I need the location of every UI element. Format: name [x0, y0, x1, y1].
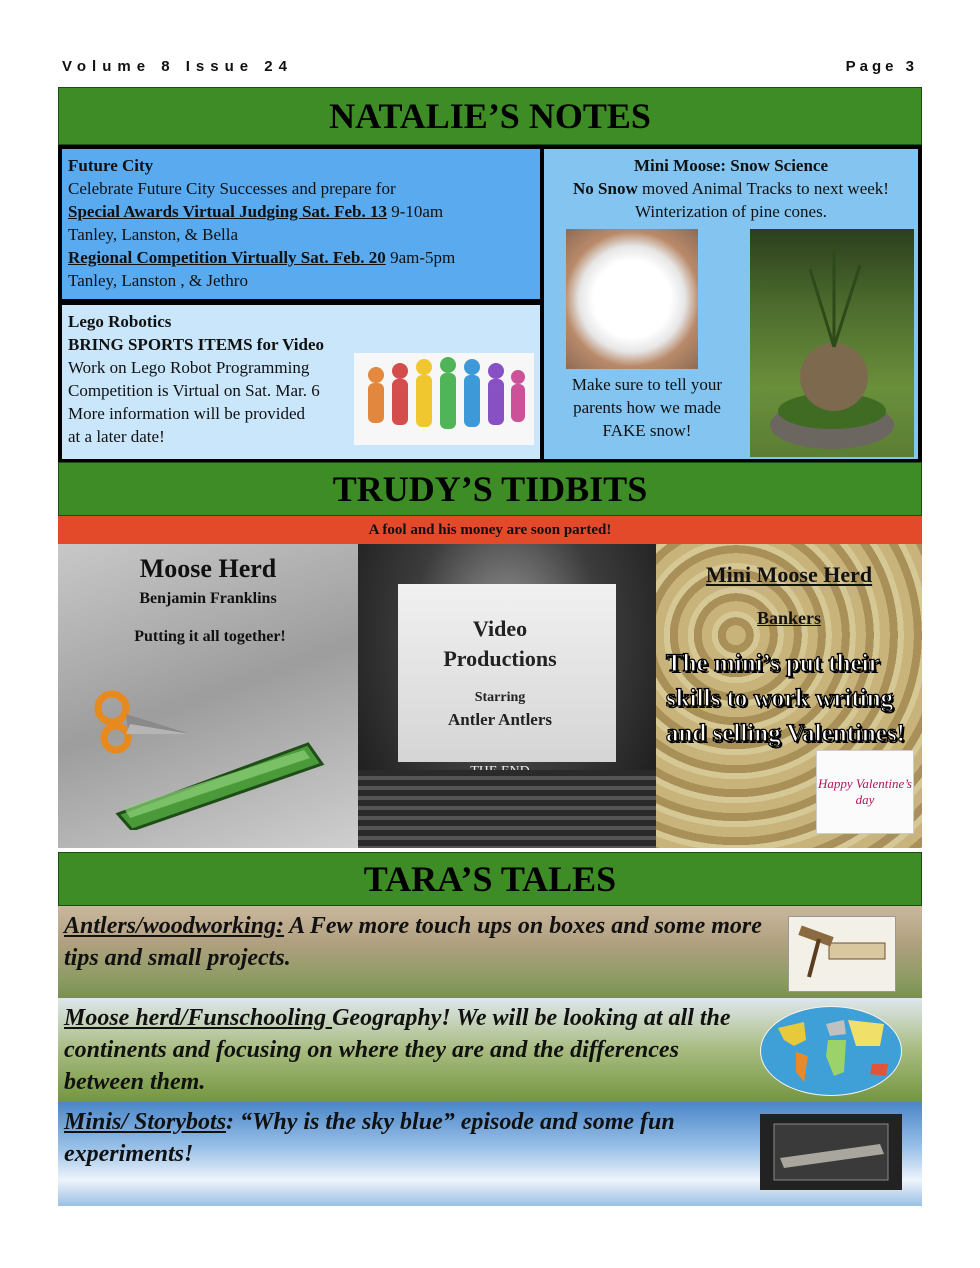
tale-funschooling — [58, 998, 922, 1102]
mini-moose-line-1 — [548, 177, 914, 200]
theater-seats — [358, 770, 656, 848]
lego-robotics-box — [62, 305, 540, 459]
budget-graphic — [108, 734, 328, 830]
moose-herd-tagline: Putting it all together! — [134, 628, 286, 645]
future-city-box — [62, 149, 540, 299]
special-awards-time: 9-10am — [386, 202, 444, 221]
lego-line-3: More information will be provided — [68, 404, 306, 423]
sports-silhouettes-image — [354, 353, 534, 445]
taras-tales-banner: TARA’S TALES — [58, 852, 922, 906]
special-awards-label: Special Awards Virtual Judging Sat. Feb. 13 — [68, 202, 387, 221]
regional-line — [68, 246, 534, 269]
snow-caption-line-3: FAKE snow! — [602, 421, 692, 440]
video-productions-panel — [358, 544, 656, 848]
tale-storybots — [58, 1102, 922, 1206]
lego-line-2: Competition is Virtual on Sat. Mar. 6 — [68, 381, 320, 400]
lego-subheading: BRING SPORTS ITEMS for Video — [68, 335, 325, 354]
lego-heading: Lego Robotics — [68, 312, 172, 331]
moose-herd-subtitle: Benjamin Franklins — [139, 590, 277, 607]
video-star-name: Antler Antlers — [447, 710, 553, 729]
mini-moose-herd-panel — [656, 544, 922, 848]
tale-woodworking-label: Antlers/woodworking: — [64, 913, 285, 939]
light-experiment-image — [760, 1114, 902, 1190]
moose-herd-title: Moose Herd — [139, 554, 277, 583]
fake-snow-photo — [566, 229, 698, 369]
tale-woodworking — [58, 906, 922, 998]
lego-line-4: at a later date! — [68, 427, 165, 446]
no-snow-rest: moved Animal Tracks to next week! — [637, 179, 889, 198]
tale-woodworking-text — [64, 910, 764, 974]
moose-herd-panel — [58, 544, 358, 848]
woodworking-tools-image — [788, 916, 896, 992]
future-city-heading: Future City — [68, 156, 154, 175]
quote-strip: A fool and his money are soon parted! — [58, 516, 922, 544]
natalies-notes-grid — [58, 145, 922, 463]
tale-funschooling-label: Moose herd/Funschooling — [64, 1005, 333, 1031]
future-city-intro: Celebrate Future City Successes and prepare for — [68, 179, 396, 198]
mini-moose-heading: Mini Moose: Snow Science — [633, 156, 829, 175]
tale-funschooling-body: Geography! We will be looking at all the continents and focusing on where they are and the differences between them. — [64, 1005, 731, 1095]
mini-herd-subtitle: Bankers — [756, 608, 821, 628]
natalies-notes-banner: NATALIE’S NOTES — [58, 87, 922, 145]
regional-time: 9am-5pm — [385, 248, 456, 267]
page-number: Page 3 — [845, 58, 918, 75]
video-title-line-2: Productions — [443, 646, 557, 671]
tale-storybots-text — [64, 1106, 754, 1170]
volume-issue: Volume 8 Issue 24 — [62, 58, 293, 75]
world-map-image — [760, 1006, 902, 1096]
lego-line-1: Work on Lego Robot Programming — [68, 358, 310, 377]
tale-storybots-label: Minis/ Storybots — [64, 1109, 227, 1135]
snow-caption-line-2: parents how we made — [573, 398, 721, 417]
theater-screen — [398, 584, 616, 762]
special-awards-line — [68, 200, 534, 223]
snow-caption-line-1: Make sure to tell your — [571, 375, 723, 394]
regional-label: Regional Competition Virtually Sat. Feb. 20 — [68, 248, 386, 267]
valentine-card: Happy Valentine’s day — [816, 750, 914, 834]
tale-woodworking-body: A Few more touch ups on boxes and some more tips and small projects. — [64, 913, 762, 971]
team-two: Tanley, Lanston , & Jethro — [68, 271, 248, 290]
mini-moose-box — [544, 149, 918, 459]
mini-herd-body: The mini’s put their skills to work writing and selling Valentines! — [666, 650, 905, 747]
mini-moose-line-2: Winterization of pine cones. — [635, 202, 827, 221]
mini-herd-title: Mini Moose Herd — [705, 562, 873, 587]
tale-storybots-body: : “Why is the sky blue” episode and some fun experiments! — [64, 1109, 675, 1167]
video-starring-label: Starring — [474, 690, 526, 705]
pine-cone-photo — [750, 229, 914, 457]
team-one: Tanley, Lanston, & Bella — [68, 225, 239, 244]
no-snow-label: No Snow — [573, 179, 638, 198]
snow-caption — [552, 373, 742, 442]
trudys-tidbits-banner: TRUDY’S TIDBITS — [58, 462, 922, 516]
video-title-line-1: Video — [472, 616, 528, 641]
tale-funschooling-text — [64, 1002, 754, 1098]
